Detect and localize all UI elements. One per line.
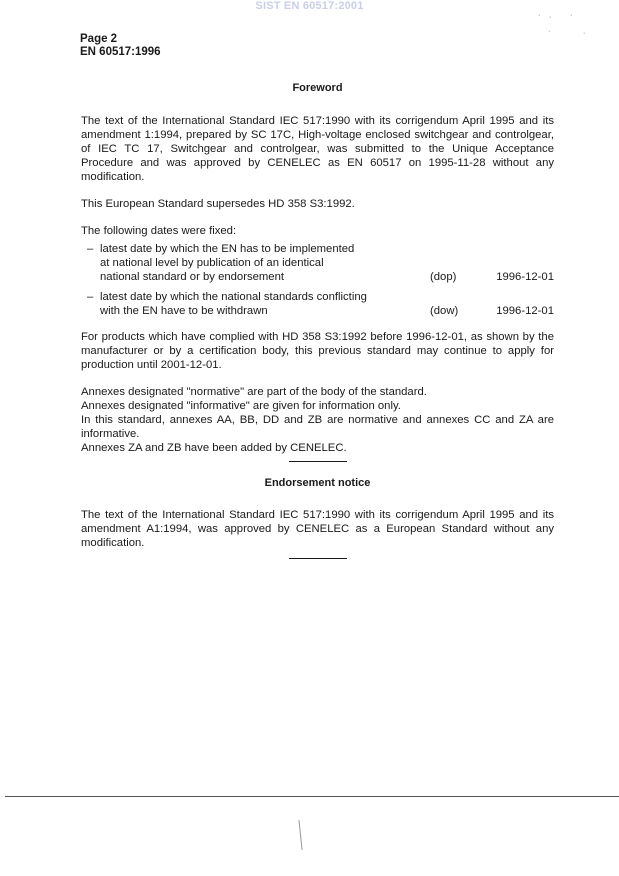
list-dash: – [87, 291, 94, 303]
scan-speck: · [538, 12, 541, 19]
endorsement-paragraph: The text of the International Standard IEC 517:1990 with its corrigendum April 1995 and its amendment A1:1994, was approved by CENELEC as a European Standard without any modification. [81, 509, 554, 549]
date-code: (dop) [430, 271, 457, 283]
date-item-line: at national level by publication of an identical [100, 257, 324, 269]
date-item-dow [81, 290, 554, 318]
foreword-paragraph-2: This European Standard supersedes HD 358 S3:1992. [81, 198, 355, 210]
date-value: 1996-12-01 [496, 305, 554, 317]
date-value: 1996-12-01 [496, 271, 554, 283]
scan-artifact [298, 820, 302, 850]
page-header [80, 33, 161, 59]
end-divider [289, 558, 347, 559]
date-item-line: with the EN have to be withdrawn [100, 305, 268, 317]
annex-note-3: In this standard, annexes AA, BB, DD and ZB are normative and annexes CC and ZA are informative. [81, 414, 554, 440]
scan-speck: · [570, 12, 573, 19]
annex-note-2: Annexes designated "informative" are given for information only. [81, 400, 401, 412]
foreword-paragraph-3: For products which have complied with HD 358 S3:1992 before 1996-12-01, as shown by the manufacturer or by a certification body, this previous standard may continue to apply for production until 2001-12-01. [81, 331, 554, 371]
date-item-line: latest date by which the EN has to be implemented [100, 243, 355, 255]
date-item-dop [81, 242, 554, 284]
page-bottom-line [5, 796, 619, 797]
annex-note-4: Annexes ZA and ZB have been added by CENELEC. [81, 442, 347, 454]
endorsement-heading: Endorsement notice [264, 477, 371, 489]
scan-speck: · [549, 14, 552, 21]
page-number: Page 2 [80, 33, 118, 45]
watermark: SIST EN 60517:2001 [255, 0, 364, 12]
date-item-line: latest date by which the national standards conflicting [100, 291, 367, 303]
dates-list [81, 242, 554, 318]
document-body [81, 81, 554, 573]
standard-id: EN 60517:1996 [80, 46, 161, 58]
foreword-heading: Foreword [292, 82, 343, 94]
date-item-text [100, 242, 430, 284]
scan-speck: · [583, 30, 586, 37]
section-divider [289, 461, 347, 462]
dates-intro: The following dates were fixed: [81, 225, 237, 237]
foreword-paragraph-1: The text of the International Standard IEC 517:1990 with its corrigendum April 1995 and its amendment 1:1994, prepared by SC 17C, High-voltage enclosed switchgear and controlgear, of IEC TC 17, Switchgear and controlgear, was submitted to the Unique Acceptance Procedure and was approved by CENELEC as EN 60517 on 1995-11-28 without any modification. [81, 115, 554, 183]
scan-speck: · [548, 28, 551, 35]
date-code: (dow) [430, 305, 459, 317]
annex-note-1: Annexes designated "normative" are part of the body of the standard. [81, 386, 427, 398]
date-item-line: national standard or by endorsement [100, 271, 285, 283]
list-dash: – [87, 243, 94, 255]
date-item-text [100, 290, 430, 318]
